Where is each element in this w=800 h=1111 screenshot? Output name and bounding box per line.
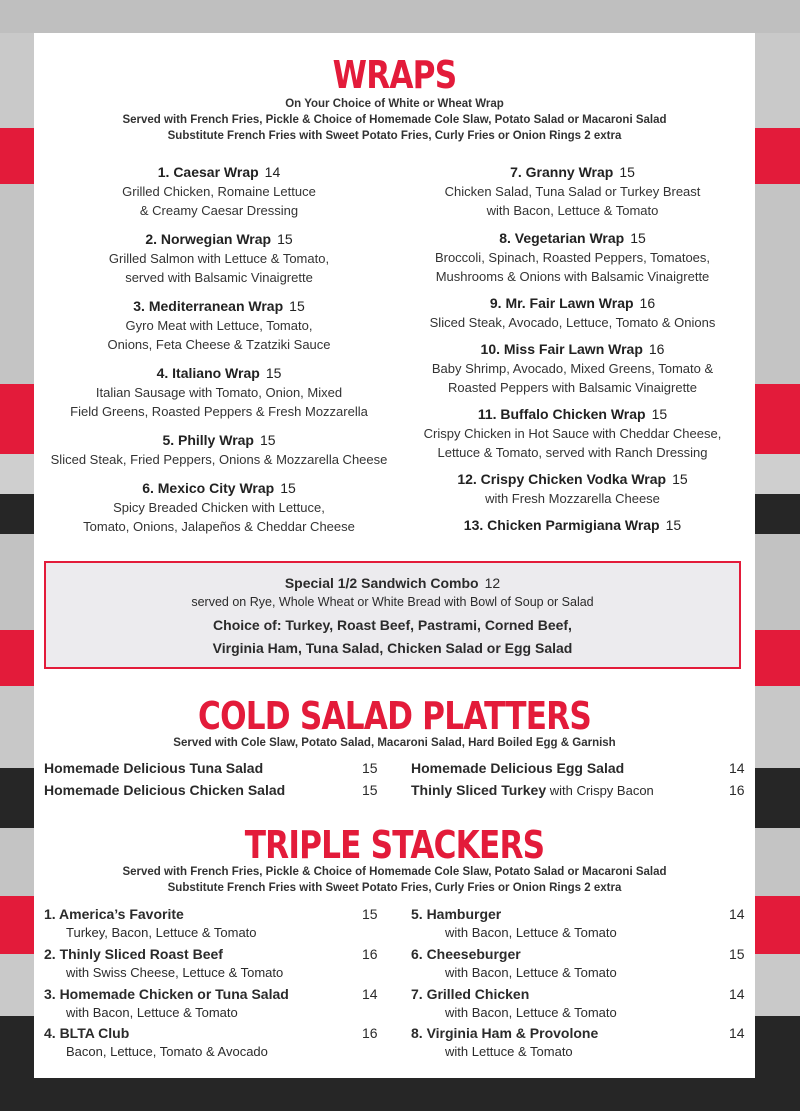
item-name: 11. Buffalo Chicken Wrap bbox=[477, 406, 646, 422]
combo-choice-line-2: Virginia Ham, Tuna Salad, Chicken Salad or Egg Salad bbox=[212, 640, 573, 656]
item-name: 9. Mr. Fair Lawn Wrap bbox=[489, 295, 634, 311]
item-price: 15 bbox=[265, 365, 282, 381]
triple-stackers-title: TRIPLE STACKERS bbox=[244, 823, 545, 867]
platter-name: Homemade Delicious Chicken Salad bbox=[44, 782, 286, 798]
item-description: Onions, Feta Cheese & Tzatziki Sauce bbox=[107, 337, 331, 352]
item-name: 5. Philly Wrap bbox=[162, 432, 254, 448]
stacker-price: 14 bbox=[729, 1025, 745, 1041]
item-price: 15 bbox=[289, 298, 305, 314]
stacker-description: with Lettuce & Tomato bbox=[445, 1044, 573, 1059]
stacker-price: 14 bbox=[729, 986, 745, 1002]
wraps-subtitle-3: Substitute French Fries with Sweet Potato Fries, Curly Fries or Onion Rings 2 extra bbox=[167, 130, 622, 142]
cold-salad-subtitle: Served with Cole Slaw, Potato Salad, Macaroni Salad, Hard Boiled Egg & Garnish bbox=[173, 737, 616, 749]
menu-item bbox=[34, 478, 404, 536]
item-name: 13. Chicken Parmigiana Wrap bbox=[463, 517, 660, 533]
stacker-description: with Bacon, Lettuce & Tomato bbox=[445, 925, 617, 940]
platter-price: 15 bbox=[362, 782, 378, 798]
stacker-price: 15 bbox=[362, 906, 378, 922]
stacker-price: 14 bbox=[729, 906, 745, 922]
item-description: served with Balsamic Vinaigrette bbox=[125, 270, 313, 285]
cold-salad-title: COLD SALAD PLATTERS bbox=[198, 694, 591, 738]
item-price: 15 bbox=[630, 230, 646, 246]
triple-subtitle-2: Substitute French Fries with Sweet Potato Fries, Curly Fries or Onion Rings 2 extra bbox=[167, 882, 622, 894]
item-price: 15 bbox=[672, 471, 688, 487]
item-name: 10. Miss Fair Lawn Wrap bbox=[480, 341, 643, 357]
item-description: Field Greens, Roasted Peppers & Fresh Mozzarella bbox=[70, 404, 368, 419]
item-description: Grilled Salmon with Lettuce & Tomato, bbox=[108, 251, 330, 266]
item-description: Tomato, Onions, Jalapeños & Cheddar Cheese bbox=[83, 519, 355, 534]
menu-content bbox=[34, 33, 755, 1078]
platter-extra: with Crispy Bacon bbox=[546, 783, 654, 798]
menu-item bbox=[34, 229, 404, 287]
stacker-item bbox=[44, 1023, 379, 1061]
item-price: 15 bbox=[277, 231, 293, 247]
stacker-price: 14 bbox=[362, 986, 378, 1002]
combo-choice-line-1: Choice of: Turkey, Roast Beef, Pastrami, Corned Beef, bbox=[213, 617, 572, 633]
sandwich-combo-box bbox=[44, 561, 741, 669]
item-description: Broccoli, Spinach, Roasted Peppers, Tomatoes, bbox=[434, 250, 711, 265]
platter-name: Homemade Delicious Tuna Salad bbox=[44, 760, 264, 776]
stacker-item bbox=[44, 944, 379, 982]
item-description: Roasted Peppers with Balsamic Vinaigrette bbox=[447, 380, 698, 395]
item-description: Gyro Meat with Lettuce, Tomato, bbox=[125, 318, 313, 333]
item-price: 16 bbox=[639, 295, 656, 311]
stacker-description: with Bacon, Lettuce & Tomato bbox=[66, 1005, 238, 1020]
stacker-description: with Swiss Cheese, Lettuce & Tomato bbox=[66, 965, 284, 980]
wraps-title: WRAPS bbox=[332, 53, 457, 97]
menu-item bbox=[396, 228, 749, 286]
stacker-description: Turkey, Bacon, Lettuce & Tomato bbox=[66, 925, 257, 940]
item-price: 15 bbox=[619, 164, 635, 180]
menu-item bbox=[396, 404, 749, 462]
stacker-name: 2. Thinly Sliced Roast Beef bbox=[44, 946, 223, 962]
stacker-price: 16 bbox=[362, 946, 378, 962]
menu-item bbox=[396, 162, 749, 220]
item-name: 7. Granny Wrap bbox=[510, 164, 614, 180]
item-price: 15 bbox=[280, 480, 296, 496]
menu-item bbox=[34, 430, 404, 469]
stacker-name: 7. Grilled Chicken bbox=[411, 986, 530, 1002]
platter-price: 15 bbox=[362, 760, 378, 776]
stacker-item bbox=[44, 904, 379, 942]
stacker-name: 4. BLTA Club bbox=[44, 1025, 130, 1041]
item-name: 2. Norwegian Wrap bbox=[145, 231, 272, 247]
stacker-item bbox=[411, 1023, 746, 1061]
item-description: Baby Shrimp, Avocado, Mixed Greens, Tomato & bbox=[431, 361, 714, 376]
item-description: Italian Sausage with Tomato, Onion, Mixed bbox=[95, 385, 343, 400]
wraps-subtitle-1: On Your Choice of White or Wheat Wrap bbox=[285, 98, 504, 110]
menu-item bbox=[396, 469, 749, 508]
item-description: Mushrooms & Onions with Balsamic Vinaigrette bbox=[435, 269, 710, 284]
item-price: 15 bbox=[651, 406, 668, 422]
wraps-subtitle-2: Served with French Fries, Pickle & Choice of Homemade Cole Slaw, Potato Salad or Macaroni Salad bbox=[122, 114, 667, 126]
stacker-name: 5. Hamburger bbox=[411, 906, 502, 922]
stacker-description: with Bacon, Lettuce & Tomato bbox=[445, 1005, 617, 1020]
item-name: 1. Caesar Wrap bbox=[157, 164, 259, 180]
menu-item bbox=[34, 363, 404, 421]
menu-item bbox=[34, 162, 404, 220]
item-name: 6. Mexico City Wrap bbox=[142, 480, 275, 496]
platter-price: 14 bbox=[729, 760, 745, 776]
combo-title: Special 1/2 Sandwich Combo bbox=[284, 575, 479, 591]
stacker-name: 8. Virginia Ham & Provolone bbox=[411, 1025, 599, 1041]
stacker-item bbox=[411, 904, 746, 942]
item-description: with Bacon, Lettuce & Tomato bbox=[486, 203, 659, 218]
stacker-name: 6. Cheeseburger bbox=[411, 946, 521, 962]
stacker-item bbox=[411, 984, 746, 1022]
item-description: Chicken Salad, Tuna Salad or Turkey Breast bbox=[444, 184, 701, 199]
item-description: Crispy Chicken in Hot Sauce with Cheddar Cheese, bbox=[423, 426, 722, 441]
item-description: Sliced Steak, Avocado, Lettuce, Tomato & Onions bbox=[429, 315, 716, 330]
stacker-price: 16 bbox=[362, 1025, 378, 1041]
item-description: Grilled Chicken, Romaine Lettuce bbox=[122, 184, 316, 199]
platter-name: Homemade Delicious Egg Salad bbox=[411, 760, 625, 776]
menu-item bbox=[396, 515, 749, 535]
item-price: 15 bbox=[259, 432, 276, 448]
item-price: 15 bbox=[665, 517, 682, 533]
item-name: 3. Mediterranean Wrap bbox=[133, 298, 284, 314]
menu-item bbox=[396, 293, 749, 332]
item-description: Sliced Steak, Fried Peppers, Onions & Mozzarella Cheese bbox=[50, 452, 388, 467]
item-description: Spicy Breaded Chicken with Lettuce, bbox=[113, 500, 325, 515]
combo-price: 12 bbox=[484, 575, 501, 591]
stacker-item bbox=[411, 944, 746, 982]
item-name: 4. Italiano Wrap bbox=[156, 365, 260, 381]
stacker-description: Bacon, Lettuce, Tomato & Avocado bbox=[66, 1044, 268, 1059]
platter-price: 16 bbox=[729, 782, 745, 798]
stacker-name: 3. Homemade Chicken or Tuna Salad bbox=[44, 986, 289, 1002]
triple-subtitle-1: Served with French Fries, Pickle & Choice of Homemade Cole Slaw, Potato Salad or Macaroni Salad bbox=[122, 866, 667, 878]
menu-item bbox=[396, 339, 749, 397]
item-description: Lettuce & Tomato, served with Ranch Dressing bbox=[437, 445, 708, 460]
menu-item bbox=[34, 296, 404, 354]
combo-served: served on Rye, Whole Wheat or White Bread with Bowl of Soup or Salad bbox=[191, 595, 594, 609]
item-name: 12. Crispy Chicken Vodka Wrap bbox=[457, 471, 667, 487]
item-price: 16 bbox=[648, 341, 665, 357]
stacker-price: 15 bbox=[729, 946, 745, 962]
item-price: 14 bbox=[264, 164, 281, 180]
item-description: with Fresh Mozzarella Cheese bbox=[485, 491, 660, 506]
stacker-item bbox=[44, 984, 379, 1022]
stacker-description: with Bacon, Lettuce & Tomato bbox=[445, 965, 617, 980]
item-name: 8. Vegetarian Wrap bbox=[499, 230, 625, 246]
platter-name: Thinly Sliced Turkey bbox=[411, 782, 547, 798]
stacker-name: 1. America’s Favorite bbox=[44, 906, 184, 922]
item-description: & Creamy Caesar Dressing bbox=[139, 203, 299, 218]
